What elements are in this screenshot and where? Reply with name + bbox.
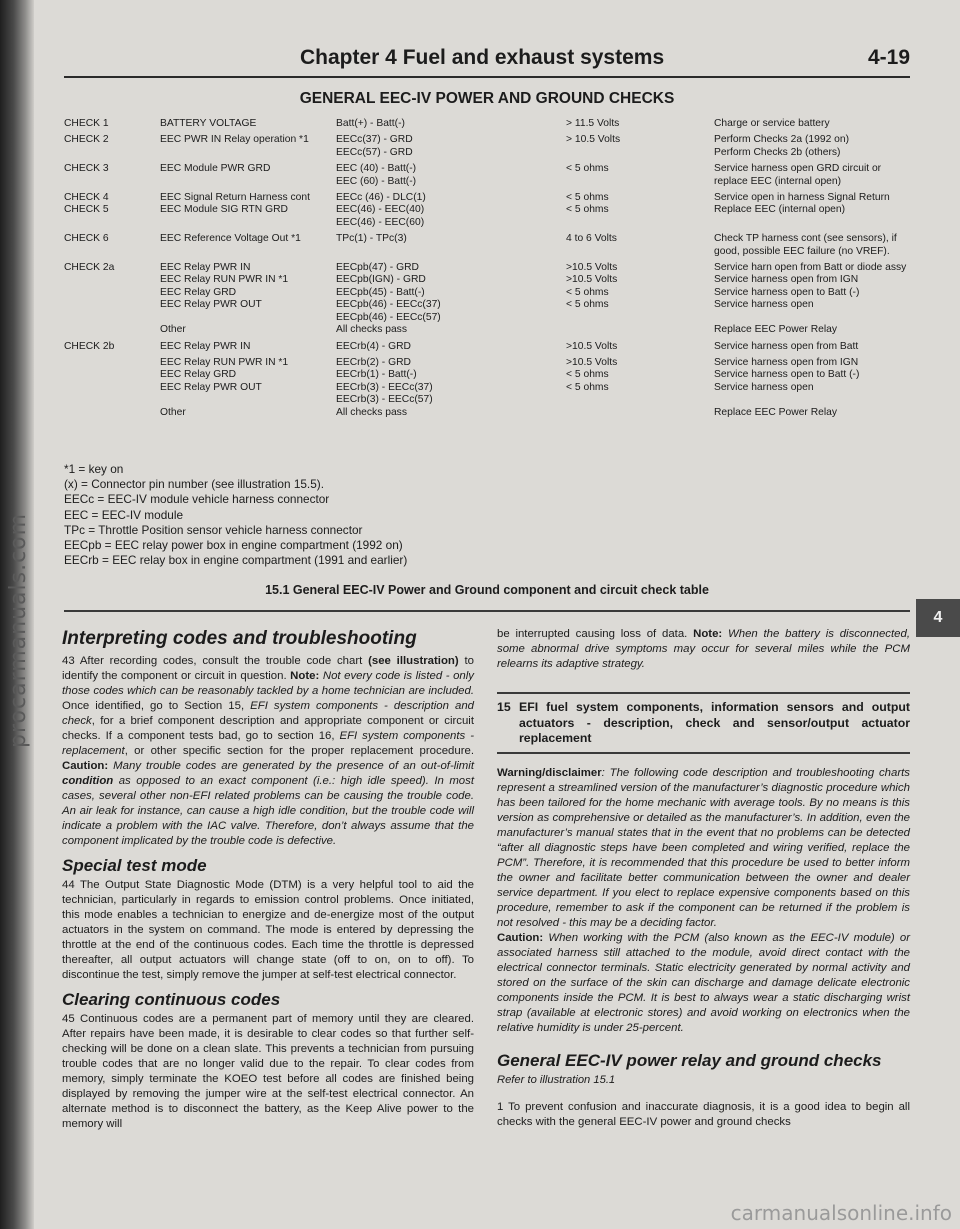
table-cell bbox=[160, 341, 336, 357]
table-cell bbox=[714, 341, 910, 357]
checks-table bbox=[64, 118, 910, 423]
cell-line: Service harness open bbox=[714, 299, 814, 311]
table-cell bbox=[336, 357, 566, 423]
cell-line: Other bbox=[160, 324, 186, 336]
cell-line: Replace EEC Power Relay bbox=[714, 406, 838, 418]
paragraph-1: 1 To prevent confusion and inaccurate diagnosis, it is a good idea to begin all checks with the general EEC-IV power and ground checks bbox=[497, 1100, 910, 1128]
legend-line: EECrb = EEC relay box in engine compartment (1991 and earlier) bbox=[64, 553, 408, 568]
cell-line: Perform Checks 2a (1992 on) bbox=[714, 134, 850, 146]
table-cell bbox=[64, 357, 160, 423]
cell-line: EECrb(2) - GRD bbox=[336, 356, 411, 368]
page-number: 4-19 bbox=[867, 46, 910, 69]
table-cell bbox=[336, 341, 566, 357]
cell-line: EEC Signal Return Harness cont bbox=[160, 192, 310, 204]
cell-line: EECpb(45) - Batt(-) bbox=[336, 286, 425, 298]
cell-line: Service harness open from Batt bbox=[714, 340, 859, 352]
cell-line bbox=[714, 312, 910, 324]
table-row bbox=[64, 134, 910, 163]
table-title: GENERAL EEC-IV POWER AND GROUND CHECKS bbox=[299, 90, 675, 107]
cell-line: good, possible EEC failure (no VREF). bbox=[714, 245, 890, 257]
legend-line: EECc = EEC-IV module vehicle harness connector bbox=[64, 492, 330, 507]
watermark-left: procarmanuals.com bbox=[6, 512, 31, 748]
cell-line bbox=[160, 394, 336, 406]
section-15-heading bbox=[497, 692, 910, 754]
cell-line: Service harness open from IGN bbox=[714, 356, 859, 368]
section-title: EFI fuel system components, information sensors and output actuators - description, check and sensor/output actuator replacement bbox=[519, 700, 910, 745]
cell-line: CHECK 6 bbox=[64, 233, 109, 245]
table-cell bbox=[64, 134, 160, 163]
cell-line: EEC(46) - EEC(60) bbox=[336, 216, 425, 228]
table-cell bbox=[336, 118, 566, 134]
cell-line: EEC(46) - EEC(40) bbox=[336, 204, 425, 216]
cell-line: >10.5 Volts bbox=[566, 274, 618, 286]
right-column bbox=[497, 627, 910, 1130]
table-cell bbox=[566, 357, 714, 423]
cell-line: Batt(+) - Batt(-) bbox=[336, 118, 405, 129]
legend-line: EECpb = EEC relay power box in engine compartment (1992 on) bbox=[64, 538, 403, 553]
table-cell bbox=[336, 233, 566, 262]
chapter-tab: 4 bbox=[916, 599, 960, 637]
paragraph-45: 45 Continuous codes are a permanent part of memory until they are cleared. After repairs have been made, it is desirable to clear codes so that further self-checking will be done on a clean slate. This prevents a technician from pursuing trouble codes that are no longer valid due to the repair. To clear codes from memory, simply terminate the KOEO test before all codes are finished being displayed by removing the jumper wire at the self-test electrical connector. An alternate method is to disconnect the battery, as the Keep Alive power to the memory will bbox=[62, 1013, 474, 1130]
cell-line: Check TP harness cont (see sensors), if bbox=[714, 233, 897, 245]
cell-line: CHECK 1 bbox=[64, 118, 109, 129]
table-cell bbox=[64, 262, 160, 340]
table-cell bbox=[714, 262, 910, 340]
table-legend bbox=[64, 462, 407, 568]
cell-line: EEC Relay RUN PWR IN *1 bbox=[160, 356, 289, 368]
cell-line: Charge or service battery bbox=[714, 118, 830, 129]
table-cell bbox=[566, 163, 714, 192]
cell-line: EECc(37) - GRD bbox=[336, 134, 413, 146]
table-cell bbox=[714, 118, 910, 134]
cell-line: >10.5 Volts bbox=[566, 356, 618, 368]
cell-line: CHECK 5 bbox=[64, 204, 109, 216]
table-cell bbox=[566, 192, 714, 233]
cell-line: Service harness open to Batt (-) bbox=[714, 369, 860, 381]
cell-line: EECpb(IGN) - GRD bbox=[336, 274, 426, 286]
heading-clearing-codes: Clearing continuous codes bbox=[62, 990, 281, 1009]
table-caption: 15.1 General EEC-IV Power and Ground component and circuit check table bbox=[265, 583, 709, 597]
paragraph-43: 43 After recording codes, consult the trouble code chart (see illustration) to identify the component or circuit in question. Note: Not every code is listed - only those codes which can be reasonably tackled by a home technician are included. Once identified, go to Section 15, EFI system components - description and check, for a brief component description and appropriate component or circuit checks. If a component tests bad, go to section 16, EFI system components - replacement, or other specific section for the proper replacement procedure. Caution: Many trouble codes are generated by the presence of an out-of-limit condition as opposed to an exact component (i.e.: high idle speed). In most cases, several other non-EFI related problems can be causing the trouble code. An air leak for instance, can cause a high idle condition, but the trouble code will indicate a problem with the IAC valve. Therefore, don’t always assume that the component implicated by the trouble code is defective. bbox=[62, 655, 475, 847]
cell-line: Service harn open from Batt or diode assy bbox=[714, 262, 907, 274]
cell-line: EEC (40) - Batt(-) bbox=[336, 163, 417, 175]
cell-line: EECrb(4) - GRD bbox=[336, 340, 411, 352]
cell-line: CHECK 3 bbox=[64, 163, 109, 175]
table-cell bbox=[714, 233, 910, 262]
cell-line: < 5 ohms bbox=[566, 286, 609, 298]
cell-line bbox=[160, 312, 336, 324]
cell-line: Other bbox=[160, 406, 186, 418]
cell-line: CHECK 2a bbox=[64, 262, 115, 274]
cell-line: EECpb(46) - EECc(57) bbox=[336, 311, 441, 323]
cell-line: EECc (46) - DLC(1) bbox=[336, 192, 426, 204]
heading-special-test-mode: Special test mode bbox=[62, 856, 207, 875]
table-cell bbox=[160, 192, 336, 233]
cell-line: < 5 ohms bbox=[566, 163, 609, 175]
table-cell bbox=[160, 118, 336, 134]
table-cell bbox=[566, 134, 714, 163]
section-rule bbox=[64, 610, 910, 612]
cell-line: Service harness open bbox=[714, 381, 814, 393]
cell-line: < 5 ohms bbox=[566, 204, 609, 216]
cell-line: EEC Relay GRD bbox=[160, 286, 237, 298]
cell-line bbox=[64, 357, 160, 369]
cell-line: EECc(57) - GRD bbox=[336, 146, 413, 158]
legend-line: TPc = Throttle Position sensor vehicle harness connector bbox=[64, 522, 363, 537]
table-cell bbox=[336, 163, 566, 192]
table-row bbox=[64, 163, 910, 192]
heading-general-checks: General EEC-IV power relay and ground checks bbox=[497, 1050, 882, 1070]
table-cell bbox=[336, 262, 566, 340]
cell-line: Perform Checks 2b (others) bbox=[714, 146, 841, 158]
cell-line: EECpb(47) - GRD bbox=[336, 262, 419, 274]
cell-line: Service open in harness Signal Return bbox=[714, 192, 890, 204]
cell-line: EEC PWR IN Relay operation *1 bbox=[160, 134, 309, 146]
illustration-reference: Refer to illustration 15.1 bbox=[497, 1073, 616, 1086]
cell-line: CHECK 2b bbox=[64, 340, 115, 352]
cell-line: All checks pass bbox=[336, 324, 407, 336]
table-cell bbox=[160, 163, 336, 192]
cell-line: TPc(1) - TPc(3) bbox=[336, 233, 407, 245]
caution-paragraph: Caution: When working with the PCM (also known as the EEC-IV module) or associated harness still attached to the module, avoid direct contact with the electrical connector terminals. Static electricity generated by normal activity and stored on the surface of the skin can discharge and damage delicate electronic components inside the PCM. It is best to always wear a static discharging wrist strap (available at electronic stores) and avoid working on electronics when the relative humidity is under 25-percent. bbox=[497, 931, 910, 1034]
cell-line: All checks pass bbox=[336, 406, 407, 418]
table-cell bbox=[64, 163, 160, 192]
cell-line: < 5 ohms bbox=[566, 192, 609, 204]
header-rule bbox=[64, 76, 910, 78]
paragraph-44: 44 The Output State Diagnostic Mode (DTM) is a very helpful tool to aid the technician, particularly in regards to emission control problems. Once initiated, this mode enables a technician to energize and de-energize most of the output actuators in the system on command. The mode is entered by depressing the throttle at the end of the continuous codes. Each time the throttle is depressed thereafter, all output actuators will change state (off to on, on to off). To discontinue the test, simply remove the jumper at self-test electrical connector. bbox=[62, 879, 474, 981]
cell-line: > 10.5 Volts bbox=[566, 134, 621, 146]
table-cell bbox=[160, 357, 336, 423]
cell-line: replace EEC (internal open) bbox=[714, 175, 842, 187]
cell-line: EEC Relay RUN PWR IN *1 bbox=[160, 274, 289, 286]
cell-line: Service harness open to Batt (-) bbox=[714, 286, 860, 298]
cell-line: Service harness open from IGN bbox=[714, 274, 859, 286]
table-cell bbox=[160, 134, 336, 163]
table-row bbox=[64, 233, 910, 262]
table-cell bbox=[566, 233, 714, 262]
cell-line: EEC (60) - Batt(-) bbox=[336, 175, 417, 187]
cell-line: EEC Module SIG RTN GRD bbox=[160, 204, 288, 216]
table-row bbox=[64, 262, 910, 340]
table-cell bbox=[160, 233, 336, 262]
legend-line: (x) = Connector pin number (see illustration 15.5). bbox=[64, 477, 324, 492]
table-row bbox=[64, 357, 910, 423]
cell-line: EEC Relay PWR IN bbox=[160, 262, 251, 274]
chapter-title: Chapter 4 Fuel and exhaust systems bbox=[300, 46, 665, 69]
warning-paragraph: Warning/disclaimer: The following code description and troubleshooting charts represent a streamlined version of the manufacturer’s diagnostic procedure which has been tailored for the home mechanic with average tools. By no means is this version as comprehensive or detailed as the manufacturer’s. In addition, even the manufacturer’s manual states that in the event that no problems can be detected “after all diagnostic steps have been completed and wiring verified, replace the PCM”. Therefore, it is recommended that this procedure be used to better inform the owner and facilitate better communication between the owner and dealer service department. If you elect to replace expensive components based on this procedure, remember to ask if the component can be returned if the problem is not resolved - this may be a deciding factor. bbox=[497, 766, 910, 929]
cell-line: > 11.5 Volts bbox=[566, 118, 620, 129]
table-row bbox=[64, 192, 910, 233]
table-cell bbox=[336, 134, 566, 163]
table-cell bbox=[566, 262, 714, 340]
table-cell bbox=[566, 118, 714, 134]
left-column bbox=[62, 628, 474, 1132]
cell-line: EEC Relay PWR IN bbox=[160, 340, 251, 352]
cell-line: EEC Reference Voltage Out *1 bbox=[160, 233, 301, 245]
table-cell bbox=[714, 192, 910, 233]
cell-line: Service harness open GRD circuit or bbox=[714, 163, 882, 175]
table-cell bbox=[714, 357, 910, 423]
table-cell bbox=[336, 192, 566, 233]
cell-line: EEC Module PWR GRD bbox=[160, 163, 271, 175]
table-row bbox=[64, 118, 910, 134]
cell-line: EEC Relay PWR OUT bbox=[160, 381, 262, 393]
cell-line: EECrb(1) - Batt(-) bbox=[336, 369, 417, 381]
heading-interpreting: Interpreting codes and troubleshooting bbox=[62, 628, 417, 649]
table-cell bbox=[714, 134, 910, 163]
cell-line: < 5 ohms bbox=[566, 381, 609, 393]
cell-line: >10.5 Volts bbox=[566, 340, 618, 352]
cell-line: CHECK 2 bbox=[64, 134, 109, 146]
cell-line: BATTERY VOLTAGE bbox=[160, 118, 257, 129]
legend-line: EEC = EEC-IV module bbox=[64, 507, 183, 522]
cell-line: < 5 ohms bbox=[566, 299, 609, 311]
cell-line: EEC Relay PWR OUT bbox=[160, 299, 262, 311]
cell-line: Replace EEC Power Relay bbox=[714, 324, 838, 336]
watermark-bottom: carmanualsonline.info bbox=[730, 1201, 952, 1225]
table-cell bbox=[714, 163, 910, 192]
cell-line: Replace EEC (internal open) bbox=[714, 204, 846, 216]
cell-line: < 5 ohms bbox=[566, 369, 609, 381]
legend-line: *1 = key on bbox=[64, 462, 124, 476]
paragraph-continued: be interrupted causing loss of data. Note: When the battery is disconnected, some abnormal drive symptoms may occur for several miles while the PCM relearns its adaptive strategy. bbox=[497, 628, 910, 670]
table-cell bbox=[160, 262, 336, 340]
cell-line: >10.5 Volts bbox=[566, 262, 618, 274]
table-cell bbox=[566, 341, 714, 357]
cell-line bbox=[714, 394, 910, 406]
cell-line: CHECK 4 bbox=[64, 192, 109, 204]
table-cell bbox=[64, 233, 160, 262]
table-cell bbox=[64, 341, 160, 357]
cell-line: EECrb(3) - EECc(37) bbox=[336, 381, 433, 393]
cell-line: EECrb(3) - EECc(57) bbox=[336, 394, 433, 406]
cell-line: EEC Relay GRD bbox=[160, 369, 237, 381]
table-cell bbox=[64, 118, 160, 134]
cell-line: 4 to 6 Volts bbox=[566, 233, 617, 245]
table-row bbox=[64, 341, 910, 357]
table-cell bbox=[64, 192, 160, 233]
cell-line: EECpb(46) - EECc(37) bbox=[336, 299, 441, 311]
section-number: 15 bbox=[497, 700, 511, 714]
